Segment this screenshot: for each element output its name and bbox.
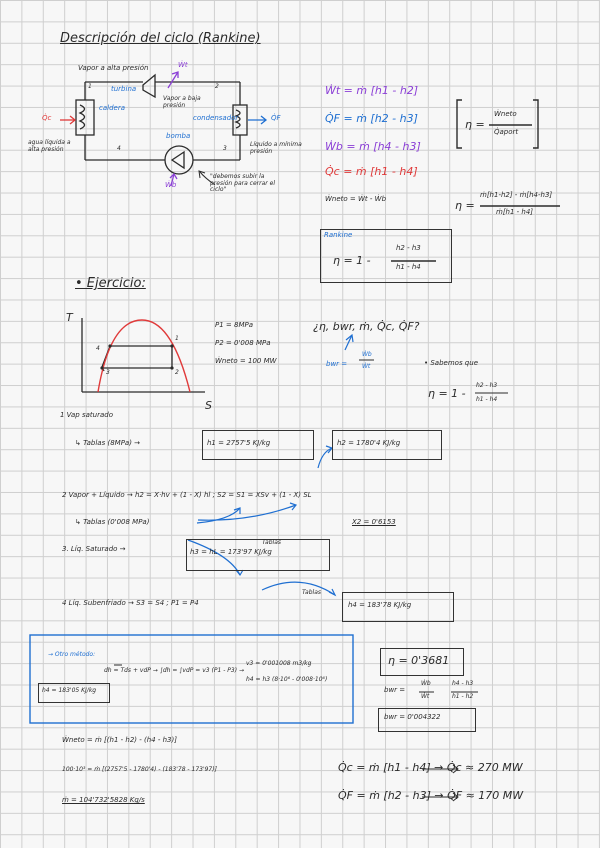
label-liquido-minima: Líquido a mínima presión	[250, 141, 302, 155]
step-3-title: 3. Líq. Saturado →	[62, 545, 126, 553]
bwr-result-den2: h1 - h2	[452, 693, 474, 700]
qc-label: Q̇c	[42, 114, 52, 122]
ts-point-2: 2	[175, 369, 179, 376]
qc-result: Q̇c = ṁ [h1 - h4] → Q̇c ≈ 270 MW	[338, 761, 523, 774]
node-3: 3	[223, 145, 227, 152]
wneto-substituted: 100·10³ = ṁ [(2757'5 - 1780'4) - (183'78 - 173'97)]	[62, 766, 217, 773]
bwr-def-den: Ẇt	[362, 363, 371, 370]
eta-def-num: Ẇneto	[494, 110, 517, 118]
eta-frac-lhs: η =	[455, 199, 475, 212]
eq-qf: Q̇F = ṁ [h2 - h3]	[325, 112, 418, 125]
bwr-result-num1: Ẇb	[421, 680, 431, 687]
rankine-lhs: η = 1 -	[333, 254, 371, 267]
note-debemos-subir: "debemos subir la presión para cerrar el ciclo"	[210, 173, 276, 194]
bwr-result-value: bwr = 0'004322	[384, 713, 441, 721]
node-1: 1	[88, 83, 92, 90]
wb-label: Ẇb	[165, 181, 177, 189]
eta-frac-num: ṁ[h1-h2] - ṁ[h4-h3]	[480, 191, 553, 199]
bwr-def-num: Ẇb	[362, 351, 372, 358]
bwr-result-lhs: bwr =	[384, 686, 406, 694]
eta-def-den: Q̇aport	[494, 128, 519, 136]
given-p1: P1 = 8MPa	[215, 321, 253, 329]
ts-point-3: 3	[106, 369, 110, 376]
x2-value: X2 = 0'6153	[352, 518, 396, 526]
h4-value: h4 = 183'78 KJ/kg	[348, 601, 412, 609]
rankine-label: Rankine	[324, 231, 353, 239]
eta-frac-den: ṁ[h1 - h4]	[496, 208, 534, 216]
condensador-label: condensador	[193, 114, 239, 122]
bwr-result-num2: h4 - h3	[452, 680, 474, 687]
exercise-heading: • Ejercicio:	[75, 276, 146, 291]
eq-wneto: Ẇneto = Ẇt - Ẇb	[325, 195, 387, 203]
rankine-num: h2 - h3	[396, 244, 421, 252]
sabemos-eta-den: h1 - h4	[476, 396, 498, 403]
eq-qc: Q̇c = ṁ [h1 - h4]	[325, 165, 418, 178]
ts-point-4: 4	[96, 345, 100, 352]
given-wneto: Ẇneto = 100 MW	[215, 357, 277, 365]
eq-wt: Ẇt = ṁ [h1 - h2]	[325, 84, 419, 97]
step-4-title: 4 Líq. Subenfriado → S3 = S4 ; P1 = P4	[62, 599, 199, 607]
ts-axis-s: S	[205, 399, 212, 412]
label-vapor-alta: Vapor a alta presión	[78, 64, 149, 72]
other-method-label: → Otro método:	[48, 651, 96, 658]
bwr-def-lhs: bwr =	[326, 360, 348, 368]
given-p2: P2 = 0'008 MPa	[215, 339, 271, 347]
sabemos-eta-num: h2 - h3	[476, 382, 498, 389]
step-2-tablas: ↳ Tablas (0'008 MPa)	[75, 518, 150, 526]
h1-value: h1 = 2757'5 KJ/kg	[207, 439, 271, 447]
step-1-tablas: ↳ Tablas (8MPa) →	[75, 439, 141, 447]
eta-def-lhs: η =	[465, 118, 485, 131]
sabemos-eta-lhs: η = 1 -	[428, 387, 466, 400]
h4-alt-value: h4 = 183'05 KJ/kg	[42, 687, 97, 694]
qf-result: Q̇F = ṁ [h2 - h3] → Q̇F ≈ 170 MW	[338, 789, 524, 802]
rankine-den: h1 - h4	[396, 263, 421, 271]
h2-value: h2 = 1780'4 KJ/kg	[337, 439, 401, 447]
tablas-note-4: Tablas	[302, 589, 321, 596]
wneto-equation: Ẇneto = ṁ [(h1 - h2) - (h4 - h3)]	[62, 736, 177, 744]
label-vapor-baja: Vapor a baja presión	[163, 95, 201, 109]
tablas-note-3: Tablas	[262, 539, 281, 546]
wt-label: Ẇt	[178, 61, 188, 69]
qf-label: Q̇F	[271, 114, 281, 122]
bwr-result-den1: Ẇt	[421, 693, 430, 700]
ts-axis-t: T	[66, 311, 73, 324]
h3-value: h3 = hL = 173'97 KJ/kg	[190, 548, 272, 556]
question: ¿η, bwr, ṁ, Q̇c, Q̇F?	[313, 320, 420, 333]
page-title: Descripción del ciclo (Rankine)	[60, 31, 261, 46]
step-1-title: 1 Vap saturado	[60, 411, 113, 419]
other-method-eq: dh = Tds + vdP → ∫dh = ∫vdP = v3 (P1 - P3) →	[104, 667, 244, 674]
node-4: 4	[117, 145, 121, 152]
label-agua-liquida: agua líquida a alta presión	[28, 139, 71, 153]
step-2-title: 2 Vapor + Líquido → h2 = X·hv + (1 - X) hl ; S2 = S1 = XSv + (1 - X) SL	[62, 491, 312, 499]
turbina-label: turbina	[111, 85, 137, 93]
bomba-label: bomba	[166, 132, 191, 140]
v3-value: v3 = 0'001008 m3/kg	[246, 660, 312, 667]
eq-wb: Ẇb = ṁ [h4 - h3]	[325, 140, 421, 153]
eta-result: η = 0'3681	[388, 654, 450, 667]
caldera-label: caldera	[99, 104, 126, 112]
node-2: 2	[215, 83, 219, 90]
h4-calc: h4 = h3 (8·10⁶ - 0'008·10⁶)	[246, 676, 328, 683]
ts-point-1: 1	[175, 335, 179, 342]
mdot-result: ṁ = 104'732'5828 Kg/s	[62, 796, 145, 804]
sabemos-label: • Sabemos que	[424, 359, 478, 367]
